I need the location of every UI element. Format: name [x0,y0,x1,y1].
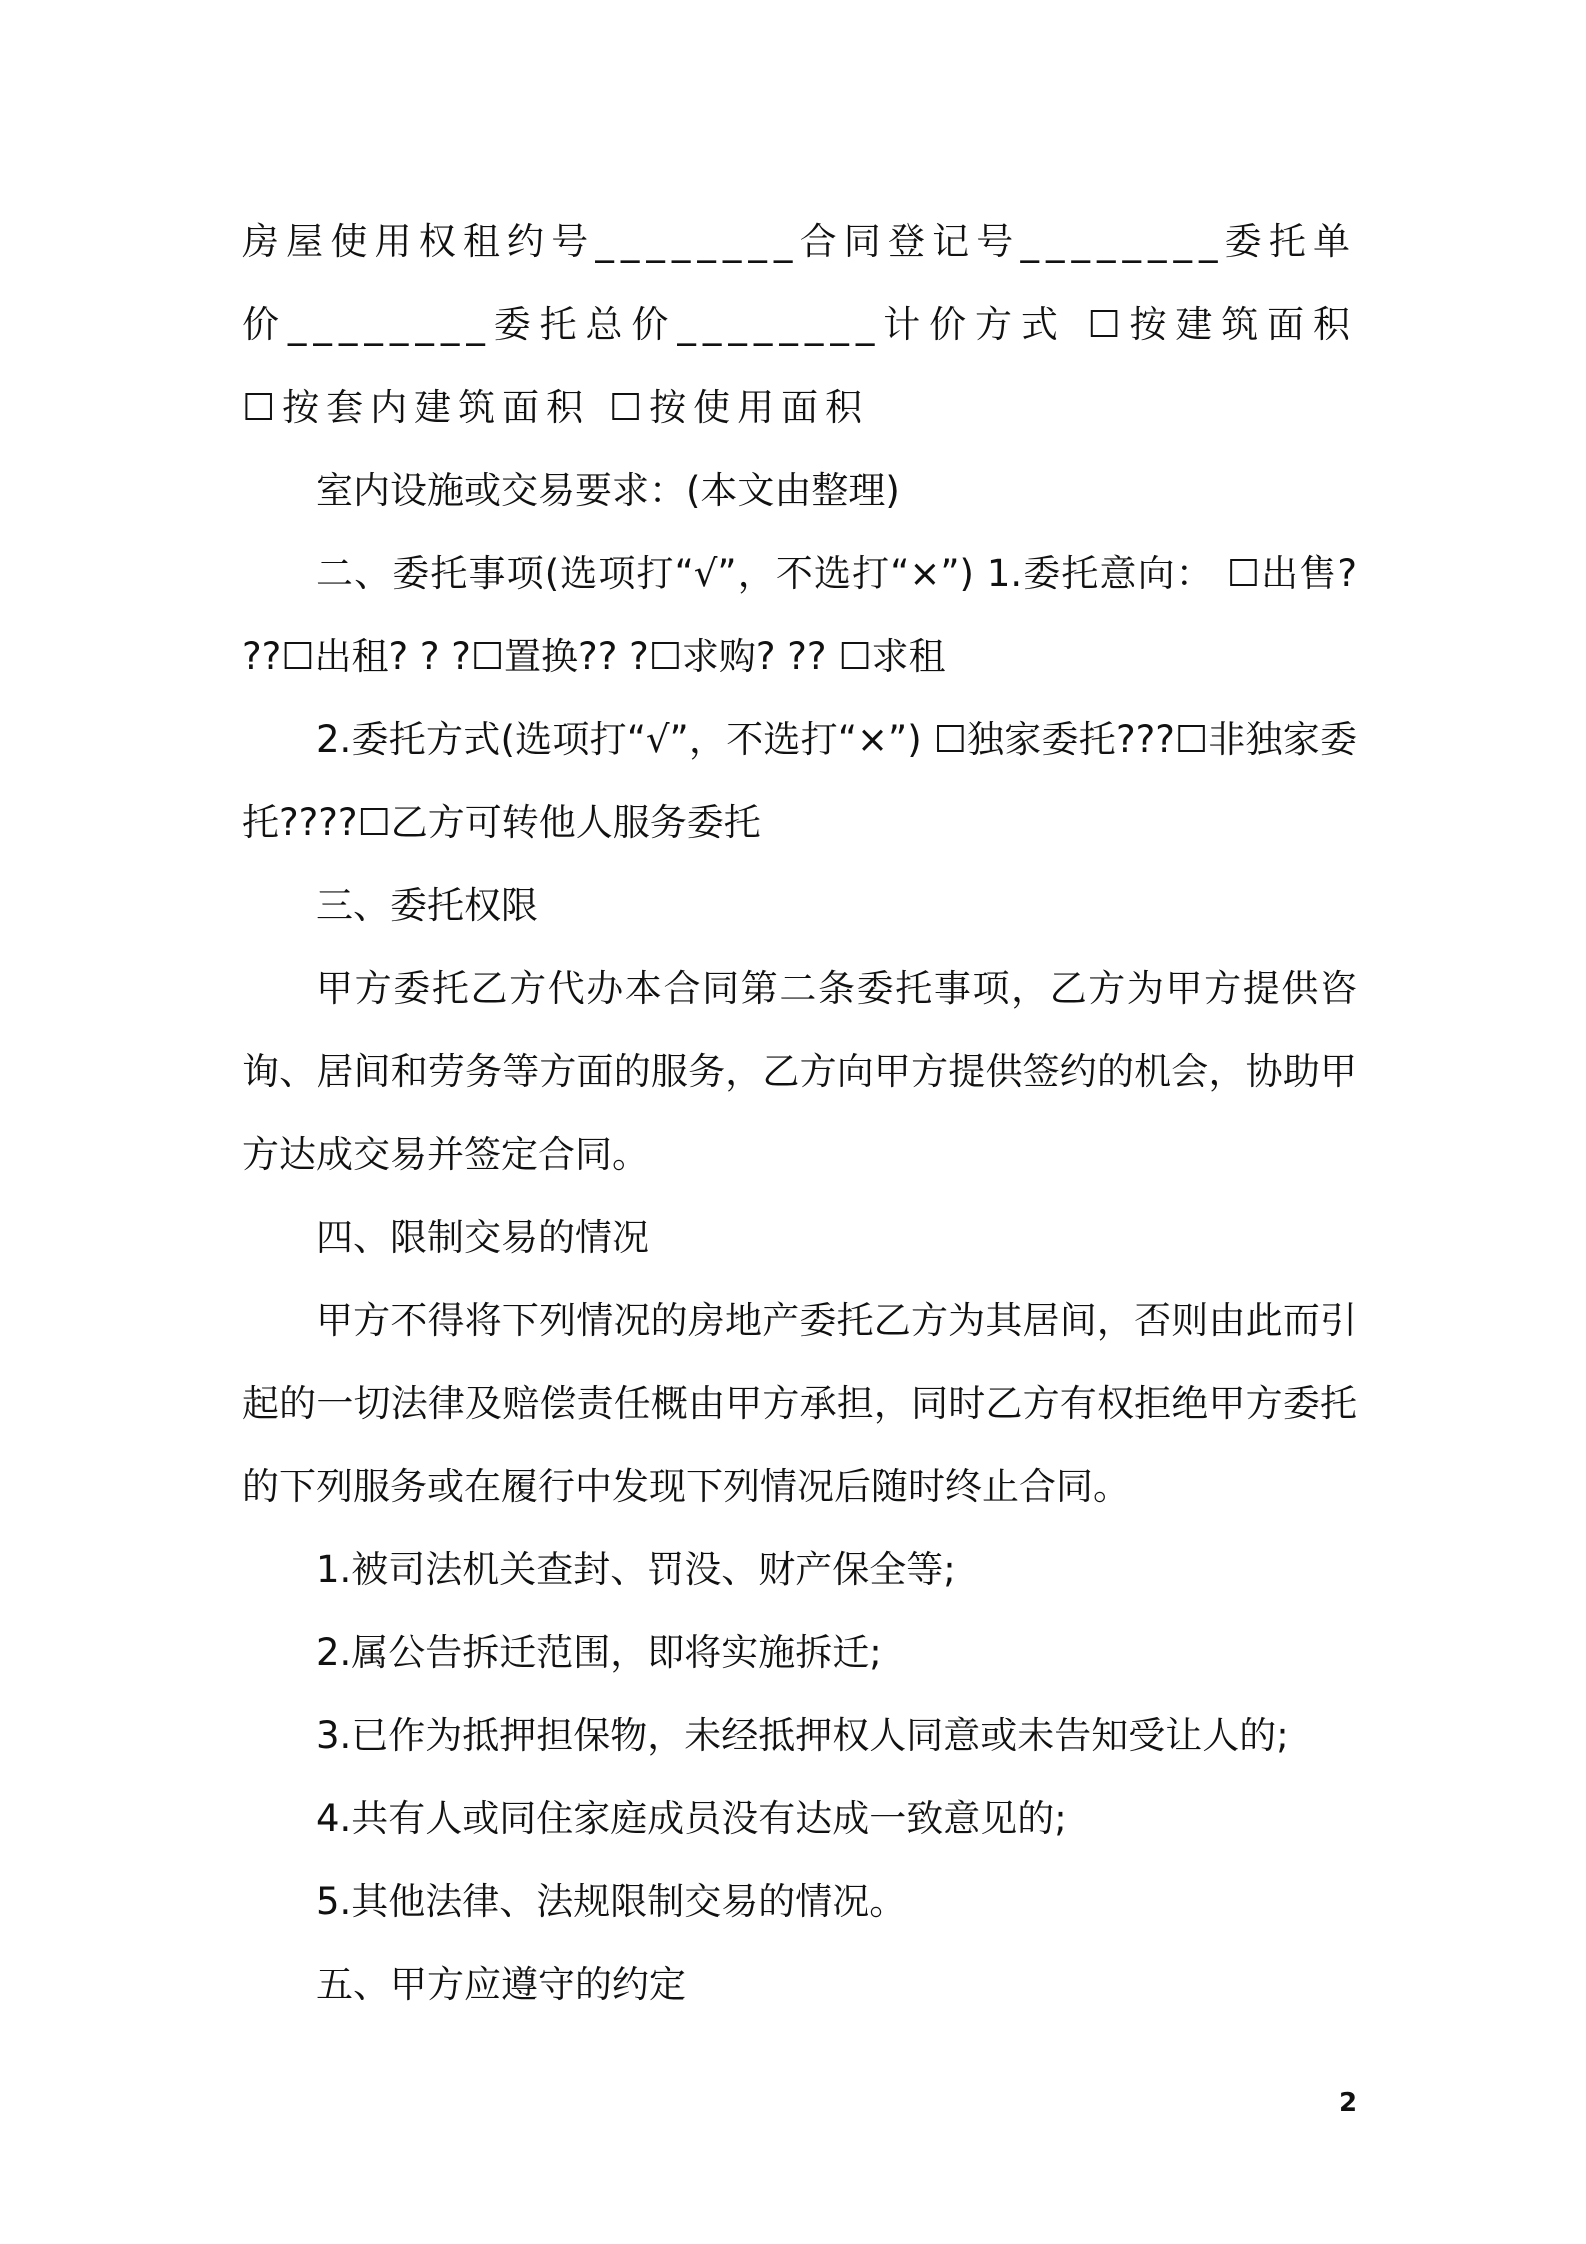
paragraph-section-2-heading: 二、委托事项(选项打“√”，不选打“×”) 1.委托意向： ☐出售? ??☐出租? ? ?☐置换?? ?☐求购? ?? ☐求租 [242,552,1357,678]
section-4-heading: 四、限制交易的情况 [316,1216,649,1259]
paragraph-indoor-facilities: 室内设施或交易要求：(本文由整理) [316,469,900,512]
section-3-heading: 三、委托权限 [316,884,538,927]
document-body [242,200,1357,2026]
paragraph-section-4-body: 甲方不得将下列情况的房地产委托乙方为其居间，否则由此而引起的一切法律及赔偿责任概由甲方承担，同时乙方有权拒绝甲方委托的下列服务或在履行中发现下列情况后随时终止合同。 [242,1299,1357,1508]
list-item-4: 4.共有人或同住家庭成员没有达成一致意见的; [316,1797,1067,1840]
list-item-5: 5.其他法律、法规限制交易的情况。 [316,1880,907,1923]
paragraph-section-3-body: 甲方委托乙方代办本合同第二条委托事项，乙方为甲方提供咨询、居间和劳务等方面的服务，乙方向甲方提供签约的机会，协助甲方达成交易并签定合同。 [242,967,1357,1176]
page-number: 2 [1338,2088,1358,2118]
list-item-1: 1.被司法机关查封、罚没、财产保全等; [316,1548,956,1591]
list-item-2: 2.属公告拆迁范围，即将实施拆迁; [316,1631,882,1674]
section-5-heading: 五、甲方应遵守的约定 [316,1963,686,2006]
paragraph-contract-fields: 房屋使用权租约号________合同登记号________委托单价________委托总价________计价方式 ☐按建筑面积 ☐按套内建筑面积 ☐按使用面积 [242,220,1357,429]
paragraph-delegation-method: 2.委托方式(选项打“√”，不选打“×”) ☐独家委托???☐非独家委托????☐乙方可转他人服务委托 [242,718,1357,844]
list-item-3: 3.已作为抵押担保物，未经抵押权人同意或未告知受让人的; [316,1714,1289,1757]
